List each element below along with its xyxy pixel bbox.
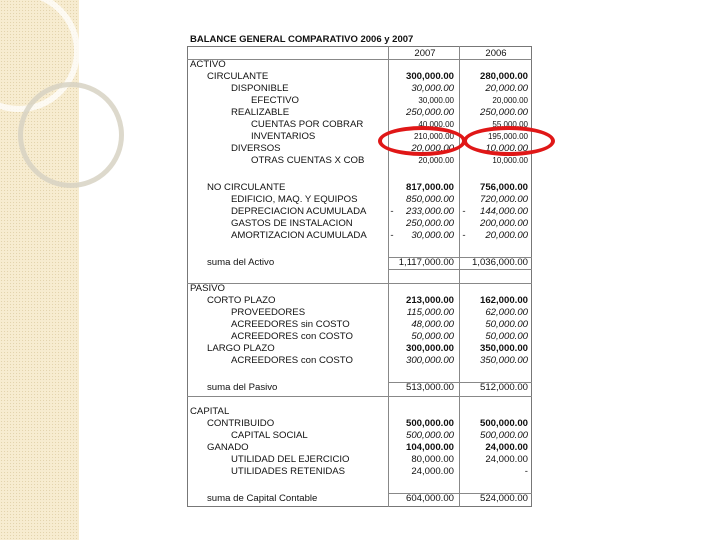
- value-2006: 756,000.00: [479, 182, 528, 193]
- value-2007: 500,000.00: [405, 418, 454, 429]
- table-row: [185, 295, 535, 307]
- row-label: UTILIDAD DEL EJERCICIO: [231, 454, 350, 465]
- table-row: [185, 343, 535, 355]
- row-label: ACREEDORES con COSTO: [231, 331, 353, 342]
- highlight-ellipse: [378, 126, 466, 156]
- value-2007: 500,000.00: [405, 430, 454, 441]
- table-row: [185, 218, 535, 230]
- value-2007: 40,000.00: [418, 120, 454, 129]
- value-2006: 144,000.00: [479, 206, 528, 217]
- table-row: [185, 107, 535, 119]
- table-row: [185, 355, 535, 367]
- value-2007: 1,117,000.00: [398, 257, 454, 268]
- value-2007: 48,000.00: [411, 319, 454, 330]
- row-label: PROVEEDORES: [231, 307, 306, 318]
- value-2006: -: [524, 466, 528, 477]
- row-label: REALIZABLE: [231, 107, 290, 118]
- row-label: EDIFICIO, MAQ. Y EQUIPOS: [231, 194, 358, 205]
- table-row: [185, 194, 535, 206]
- decorative-circle: [0, 0, 80, 112]
- decorative-circle: [18, 82, 124, 188]
- table-row: [185, 155, 535, 167]
- table-row: [185, 230, 535, 242]
- value-2006: 280,000.00: [479, 71, 528, 82]
- row-label: DEPRECIACION ACUMULADA: [231, 206, 367, 217]
- column-header-2006: 2006: [485, 48, 507, 59]
- row-label: UTILIDADES RETENIDAS: [231, 466, 346, 477]
- column-header-2007: 2007: [414, 48, 436, 59]
- value-2007: 213,000.00: [405, 295, 454, 306]
- value-2007: 50,000.00: [411, 331, 454, 342]
- value-2007: 104,000.00: [405, 442, 454, 453]
- row-label: CONTRIBUIDO: [207, 418, 275, 429]
- value-2007: 513,000.00: [405, 382, 454, 393]
- row-label: OTRAS CUENTAS X COB: [251, 155, 365, 166]
- table-row: [185, 83, 535, 95]
- value-2007: 300,000.00: [405, 71, 454, 82]
- section-heading: ACTIVO: [190, 59, 226, 70]
- table-row: [185, 442, 535, 454]
- value-2006: 162,000.00: [479, 295, 528, 306]
- section-divider: [187, 396, 532, 397]
- value-2007: 233,000.00: [405, 206, 454, 217]
- table-row: [185, 59, 535, 71]
- row-label: EFECTIVO: [251, 95, 299, 106]
- value-2007: 20,000.00: [411, 143, 454, 154]
- value-2006: 62,000.00: [485, 307, 528, 318]
- row-label: AMORTIZACION ACUMULADA: [231, 230, 367, 241]
- table-row: [185, 406, 535, 418]
- table-row: [185, 71, 535, 83]
- value-2007: 250,000.00: [405, 107, 454, 118]
- value-2006: 512,000.00: [479, 382, 528, 393]
- value-2006: 350,000.00: [479, 355, 528, 366]
- table-row: [185, 307, 535, 319]
- table-row: [185, 430, 535, 442]
- row-label: ACREEDORES sin COSTO: [231, 319, 350, 330]
- table-row: [185, 95, 535, 107]
- row-label: GASTOS DE INSTALACION: [231, 218, 353, 229]
- total-divider: [388, 269, 532, 270]
- value-2006: 720,000.00: [479, 194, 528, 205]
- value-2007: 30,000.00: [411, 230, 454, 241]
- value-2006: 50,000.00: [485, 331, 528, 342]
- row-label: LARGO PLAZO: [207, 343, 275, 354]
- value-2006: 55,000.00: [492, 120, 528, 129]
- balance-sheet-document: [185, 32, 535, 510]
- row-label: GANADO: [207, 442, 249, 453]
- table-row: [185, 418, 535, 430]
- value-2006: 200,000.00: [479, 218, 528, 229]
- negative-sign: -: [390, 206, 394, 217]
- value-2006: 20,000.00: [485, 230, 528, 241]
- section-heading: PASIVO: [190, 283, 226, 294]
- value-2006: 10,000.00: [492, 156, 528, 165]
- row-label: DISPONIBLE: [231, 83, 289, 94]
- table-row: [185, 283, 535, 295]
- table-row: [185, 382, 535, 394]
- negative-sign: -: [462, 206, 466, 217]
- value-2006: 24,000.00: [485, 442, 528, 453]
- table-row: [185, 454, 535, 466]
- value-2007: 817,000.00: [405, 182, 454, 193]
- table-row: [185, 182, 535, 194]
- value-2007: 850,000.00: [405, 194, 454, 205]
- value-2007: 80,000.00: [411, 454, 454, 465]
- value-2007: 210,000.00: [413, 132, 454, 141]
- row-label: suma del Pasivo: [207, 382, 278, 393]
- table-row: [185, 466, 535, 478]
- value-2006: 20,000.00: [485, 83, 528, 94]
- section-heading: CAPITAL: [190, 406, 230, 417]
- value-2006: 1,036,000.00: [471, 257, 528, 268]
- row-label: CIRCULANTE: [207, 71, 269, 82]
- value-2007: 24,000.00: [411, 466, 454, 477]
- value-2006: 20,000.00: [492, 96, 528, 105]
- negative-sign: -: [462, 230, 466, 241]
- value-2006: 10,000.00: [485, 143, 528, 154]
- negative-sign: -: [390, 230, 394, 241]
- value-2006: 250,000.00: [479, 107, 528, 118]
- value-2006: 24,000.00: [485, 454, 528, 465]
- value-2007: 115,000.00: [406, 307, 454, 318]
- value-2006: 500,000.00: [479, 430, 528, 441]
- row-label: suma de Capital Contable: [207, 493, 318, 504]
- row-label: ACREEDORES con COSTO: [231, 355, 353, 366]
- highlight-ellipse: [463, 126, 555, 156]
- row-label: INVENTARIOS: [251, 131, 316, 142]
- value-2007: 30,000.00: [411, 83, 454, 94]
- table-row: [185, 206, 535, 218]
- row-label: NO CIRCULANTE: [207, 182, 286, 193]
- row-label: CAPITAL SOCIAL: [231, 430, 308, 441]
- value-2007: 300,000.00: [405, 355, 454, 366]
- row-label: DIVERSOS: [231, 143, 281, 154]
- decorative-sidebar: [0, 0, 79, 540]
- row-label: CUENTAS POR COBRAR: [251, 119, 364, 130]
- table-row: [185, 331, 535, 343]
- value-2006: 524,000.00: [479, 493, 528, 504]
- value-2006: 350,000.00: [479, 343, 528, 354]
- value-2006: 50,000.00: [485, 319, 528, 330]
- value-2006: 500,000.00: [479, 418, 528, 429]
- row-label: CORTO PLAZO: [207, 295, 276, 306]
- table-row: [185, 493, 535, 505]
- table-row: [185, 319, 535, 331]
- table-row: [185, 257, 535, 269]
- value-2007: 20,000.00: [418, 156, 454, 165]
- document-title: BALANCE GENERAL COMPARATIVO 2006 y 2007: [190, 34, 414, 45]
- value-2007: 250,000.00: [405, 218, 454, 229]
- value-2006: 195,000.00: [487, 132, 528, 141]
- row-label: suma del Activo: [207, 257, 275, 268]
- value-2007: 300,000.00: [405, 343, 454, 354]
- value-2007: 604,000.00: [405, 493, 454, 504]
- value-2007: 30,000.00: [418, 96, 454, 105]
